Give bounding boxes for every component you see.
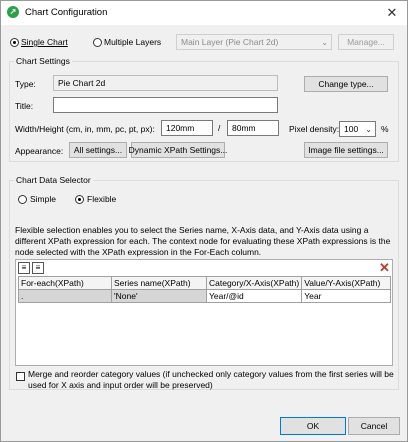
appearance-label: Appearance: xyxy=(15,146,64,156)
size-label: Width/Height (cm, in, mm, pc, pt, px): xyxy=(15,124,155,134)
table-row[interactable] xyxy=(19,290,391,303)
column-header: For-each(XPath) xyxy=(19,277,112,290)
delete-row-icon[interactable]: ✕ xyxy=(379,260,390,275)
chevron-down-icon: ⌄ xyxy=(321,38,328,47)
flexible-radio[interactable] xyxy=(75,195,84,204)
xpath-grid xyxy=(15,259,393,366)
size-separator: / xyxy=(218,123,221,133)
chart-data-selector-title: Chart Data Selector xyxy=(16,175,91,185)
layer-select[interactable] xyxy=(176,34,332,50)
app-logo-icon: ↗ xyxy=(7,6,19,18)
height-field[interactable]: 80mm xyxy=(227,120,279,136)
single-chart-radio[interactable] xyxy=(10,38,19,47)
column-header: Series name(XPath) xyxy=(112,277,207,290)
pixel-density-value: 100 xyxy=(344,124,359,134)
title-field[interactable] xyxy=(53,97,278,113)
column-header: Category/X-Axis(XPath) xyxy=(207,277,302,290)
single-chart-label[interactable]: Single Chart xyxy=(21,37,68,47)
value-cell[interactable]: Year xyxy=(302,290,391,303)
for-each-cell[interactable]: . xyxy=(19,290,112,303)
image-file-settings-button[interactable]: Image file settings... xyxy=(304,142,388,158)
multiple-layers-label[interactable]: Multiple Layers xyxy=(104,37,162,47)
append-row-icon[interactable]: ≡ xyxy=(32,262,44,274)
pixel-density-unit: % xyxy=(381,124,389,134)
change-type-button[interactable]: Change type... xyxy=(304,76,388,92)
cancel-button[interactable]: Cancel xyxy=(348,417,400,435)
pixel-density-label: Pixel density: xyxy=(289,124,340,134)
ok-button[interactable]: OK xyxy=(280,417,346,435)
title-label: Title: xyxy=(15,101,34,111)
layer-select-value: Main Layer (Pie Chart 2d) xyxy=(181,37,279,47)
title-bar xyxy=(1,1,407,25)
chart-settings-title: Chart Settings xyxy=(16,56,70,66)
series-name-cell[interactable]: 'None' xyxy=(112,290,207,303)
dialog-footer xyxy=(1,408,407,441)
window-title: Chart Configuration xyxy=(25,7,108,18)
type-field: Pie Chart 2d xyxy=(53,75,278,91)
flexible-description: Flexible selection enables you to select the Series name, X-Axis data, and Y-Axis data using a different XPath expression for each. The context node for evaluating these XPath expressions is the node selected with the XPath expression in the For-Each column. xyxy=(15,225,391,257)
simple-label[interactable]: Simple xyxy=(30,194,56,204)
merge-category-label: Merge and reorder category values (if unchecked only category values from the first series will be used for X axis and input order will be preserved) xyxy=(28,369,394,390)
merge-category-checkbox[interactable] xyxy=(16,372,25,381)
insert-row-icon[interactable]: ≡ xyxy=(18,262,30,274)
pixel-density-select[interactable] xyxy=(339,121,376,137)
flexible-label[interactable]: Flexible xyxy=(87,194,117,204)
xpath-table xyxy=(18,276,391,303)
close-icon[interactable]: ✕ xyxy=(386,5,398,20)
multiple-layers-radio[interactable] xyxy=(93,38,102,47)
chevron-down-icon: ⌄ xyxy=(365,125,372,134)
simple-radio[interactable] xyxy=(18,195,27,204)
all-settings-button[interactable]: All settings... xyxy=(69,142,127,158)
category-cell[interactable]: Year/@id xyxy=(207,290,302,303)
column-header: Value/Y-Axis(XPath) xyxy=(302,277,391,290)
type-label: Type: xyxy=(15,79,36,89)
width-field[interactable]: 120mm xyxy=(161,120,213,136)
dynamic-xpath-settings-button[interactable]: Dynamic XPath Settings... xyxy=(131,142,225,158)
manage-button[interactable]: Manage... xyxy=(338,34,394,50)
table-header-row xyxy=(19,277,391,290)
